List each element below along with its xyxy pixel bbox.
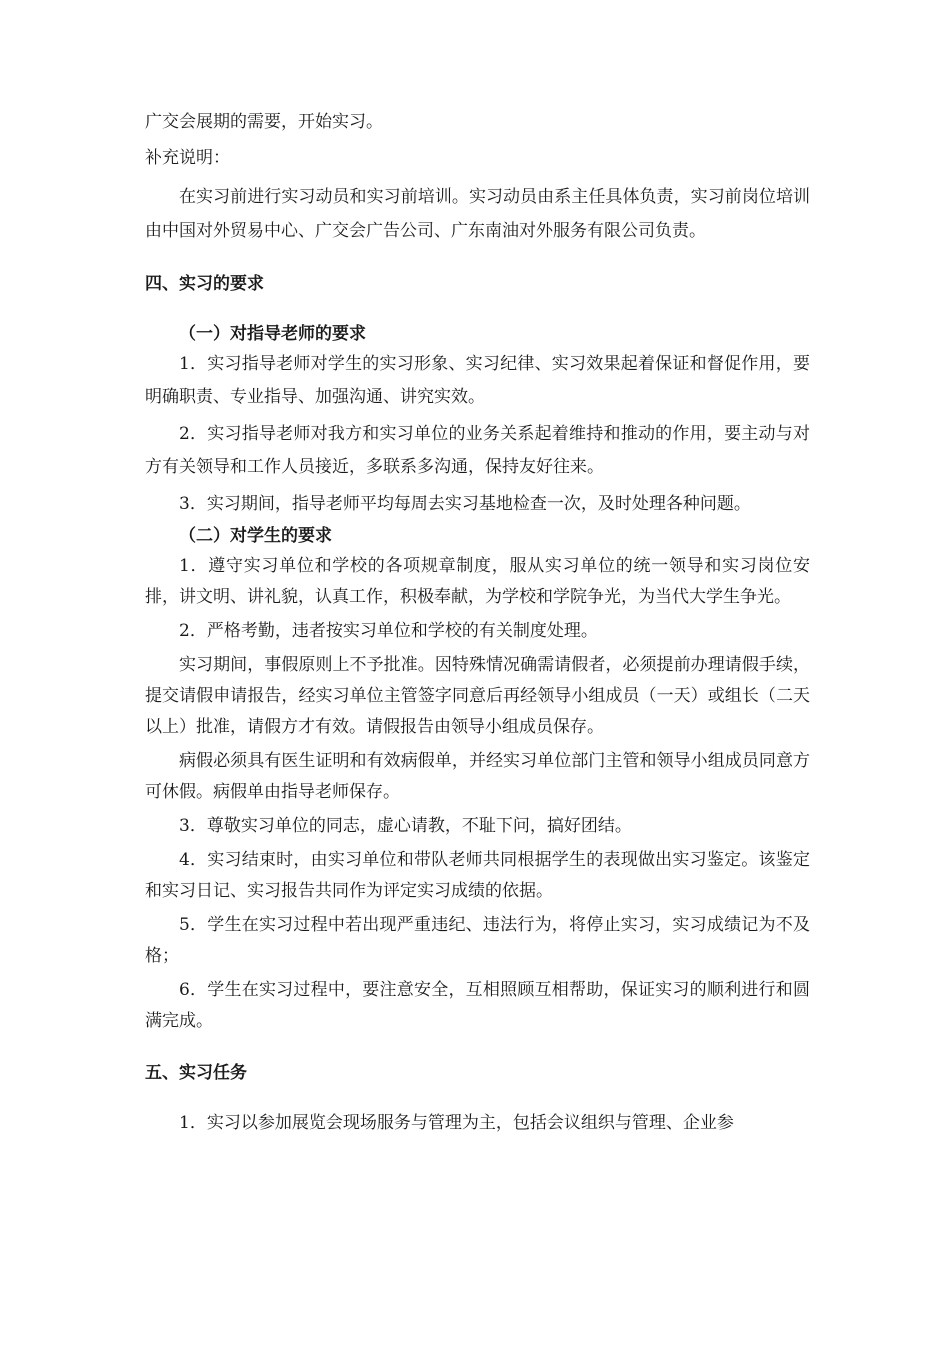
document-page — [145, 108, 810, 1137]
paragraph-continuation: 广交会展期的需要，开始实习。 — [145, 112, 383, 132]
list-item: 1．实习指导老师对学生的实习形象、实习纪律、实习效果起着保证和督促作用，要明确职责、专业指导、加强沟通、讲究实效。 — [145, 354, 810, 407]
list-item: 实习期间，事假原则上不予批准。因特殊情况确需请假者，必须提前办理请假手续，提交请假申请报告，经实习单位主管签字同意后再经领导小组成员（一天）或组长（二天以上）批准，请假方才有效。请假报告由领导小组成员保存。 — [145, 655, 810, 737]
list-item: 2．严格考勤，违者按实习单位和学校的有关制度处理。 — [179, 621, 598, 641]
section-4-heading: 四、实习的要求 — [145, 274, 264, 294]
list-item: 3．尊敬实习单位的同志，虚心请教，不耻下问，搞好团结。 — [179, 816, 632, 836]
section-5-heading: 五、实习任务 — [145, 1063, 247, 1083]
list-item: 3．实习期间，指导老师平均每周去实习基地检查一次，及时处理各种问题。 — [179, 494, 751, 514]
list-item: 5．学生在实习过程中若出现严重违纪、违法行为，将停止实习，实习成绩记为不及格； — [145, 915, 810, 966]
list-item: 病假必须具有医生证明和有效病假单，并经实习单位部门主管和领导小组成员同意方可休假。病假单由指导老师保存。 — [145, 751, 810, 802]
section-4-sub-1-heading: （一）对指导老师的要求 — [179, 324, 366, 344]
list-item: 2．实习指导老师对我方和实习单位的业务关系起着维持和推动的作用，要主动与对方有关领导和工作人员接近，多联系多沟通，保持友好往来。 — [145, 424, 810, 477]
paragraph-supplement-label: 补充说明： — [145, 148, 230, 168]
list-item: 1．实习以参加展览会现场服务与管理为主，包括会议组织与管理、企业参 — [179, 1113, 734, 1133]
list-item: 1．遵守实习单位和学校的各项规章制度，服从实习单位的统一领导和实习岗位安排，讲文明、讲礼貌，认真工作，积极奉献，为学校和学院争光，为当代大学生争光。 — [145, 556, 810, 607]
list-item: 4．实习结束时，由实习单位和带队老师共同根据学生的表现做出实习鉴定。该鉴定和实习日记、实习报告共同作为评定实习成绩的依据。 — [145, 850, 810, 901]
paragraph-supplement-body: 在实习前进行实习动员和实习前培训。实习动员由系主任具体负责，实习前岗位培训由中国对外贸易中心、广交会广告公司、广东南油对外服务有限公司负责。 — [145, 187, 810, 241]
section-4-sub-2-heading: （二）对学生的要求 — [179, 526, 332, 546]
list-item: 6．学生在实习过程中，要注意安全，互相照顾互相帮助，保证实习的顺利进行和圆满完成。 — [145, 980, 810, 1031]
